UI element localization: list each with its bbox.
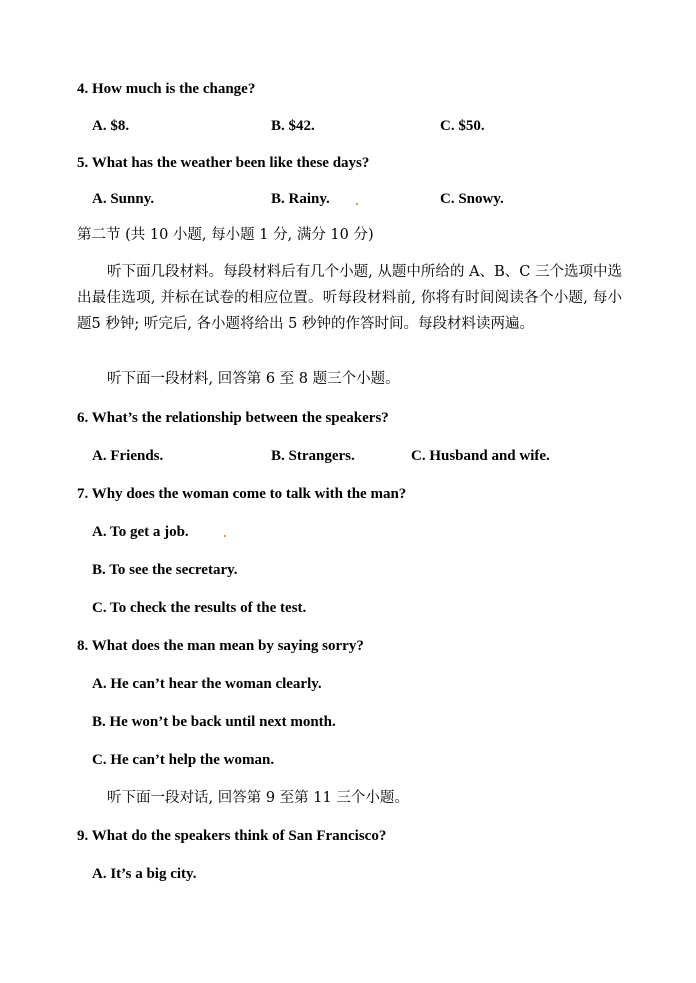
question-5-option-a: A. Sunny.: [92, 191, 155, 207]
question-4-stem: 4. How much is the change?: [77, 81, 256, 97]
question-7-option-b: B. To see the secretary.: [92, 562, 238, 578]
question-9-stem: 9. What do the speakers think of San Francisco?: [77, 828, 387, 844]
directive-questions-6-8: 听下面一段材料, 回答第 6 至 8 题三个小题。: [107, 371, 400, 387]
section-2-heading: 第二节 (共 10 小题, 每小题 1 分, 满分 10 分): [77, 227, 374, 243]
stray-mark: [224, 535, 226, 537]
question-7-option-a: A. To get a job.: [92, 524, 189, 540]
question-8-option-c: C. He can’t help the woman.: [92, 752, 275, 768]
question-8-option-b: B. He won’t be back until next month.: [92, 714, 336, 730]
question-5-stem: 5. What has the weather been like these days?: [77, 155, 370, 171]
question-6-option-c: C. Husband and wife.: [411, 448, 550, 464]
question-4-option-a: A. $8.: [92, 118, 130, 134]
question-6-option-b: B. Strangers.: [271, 448, 355, 464]
question-8-option-a: A. He can’t hear the woman clearly.: [92, 676, 322, 692]
question-7-option-c: C. To check the results of the test.: [92, 600, 307, 616]
directive-questions-9-11: 听下面一段对话, 回答第 9 至第 11 三个小题。: [107, 790, 409, 806]
section-2-instructions: 听下面几段材料。每段材料后有几个小题, 从题中所给的 A、B、C 三个选项中选出最佳选项, 并标在试卷的相应位置。听每段材料前, 你将有时间阅读各个小题, 每小题5 秒钟; 听完后, 各小题将给出 5 秒钟的作答时间。每段材料读两遍。: [77, 264, 622, 332]
stray-mark: [356, 203, 358, 205]
question-6-option-a: A. Friends.: [92, 448, 164, 464]
question-5-option-b: B. Rainy.: [271, 191, 330, 207]
question-7-stem: 7. Why does the woman come to talk with the man?: [77, 486, 407, 502]
question-5-option-c: C. Snowy.: [440, 191, 504, 207]
question-8-stem: 8. What does the man mean by saying sorry?: [77, 638, 364, 654]
question-4-option-c: C. $50.: [440, 118, 485, 134]
question-9-option-a: A. It’s a big city.: [92, 866, 197, 882]
question-6-stem: 6. What’s the relationship between the speakers?: [77, 410, 389, 426]
question-4-option-b: B. $42.: [271, 118, 315, 134]
